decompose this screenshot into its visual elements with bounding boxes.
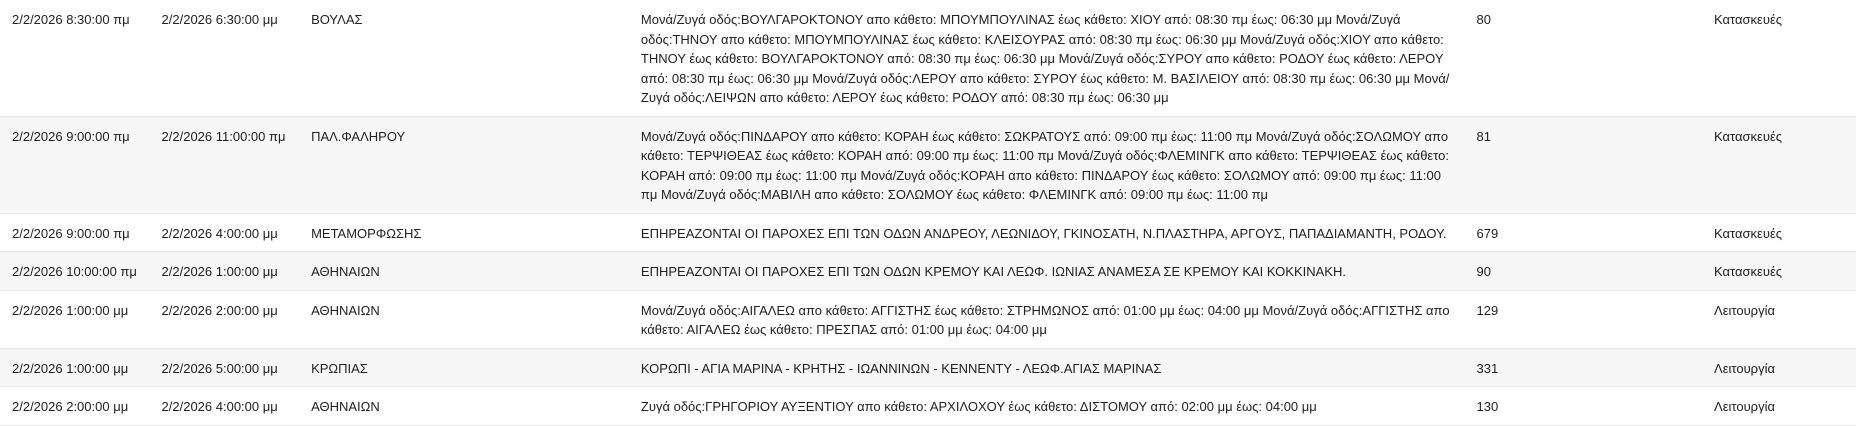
affected-count: 331 (1465, 348, 1619, 387)
start-datetime: 2/2/2026 9:00:00 πμ (0, 116, 150, 213)
affected-streets: ΚΟΡΩΠΙ - ΑΓΙΑ ΜΑΡΙΝΑ - ΚΡΗΤΗΣ - ΙΩΑΝΝΙΝΩΝ - ΚΕΝΝΕΝΤΥ - ΛΕΩΦ.ΑΓΙΑΣ ΜΑΡΙΝΑΣ (629, 348, 1465, 387)
spacer-cell (1618, 116, 1702, 213)
affected-streets: Μονά/Ζυγά οδός:ΒΟΥΛΓΑΡΟΚΤΟΝΟΥ απο κάθετο: ΜΠΟΥΜΠΟΥΛΙΝΑΣ έως κάθετο: ΧΙΟΥ από: 08:30 πμ έως: 06:30 μμ Μονά/Ζυγά οδός:ΤΗΝΟΥ απο κάθετο: ΜΠΟΥΜΠΟΥΛΙΝΑΣ έως κάθετο: ΚΛΕΙΣΟΥΡΑΣ από: 08:30 πμ έως: 06:30 μμ Μονά/Ζυγά οδός:ΧΙΟΥ απο κάθετο: ΤΗΝΟΥ έως κάθετο: ΒΟΥΛΓΑΡΟΚΤΟΝΟΥ από: 08:30 πμ έως: 06:30 μμ Μονά/Ζυγά οδός:ΣΥΡΟΥ απο κάθετο: ΡΟΔΟΥ έως κάθετο: ΛΕΡΟΥ από: 08:30 πμ έως: 06:30 μμ Μονά/Ζυγά οδός:ΛΕΡΟΥ απο κάθετο: ΣΥΡΟΥ έως κάθετο: Μ. ΒΑΣΙΛΕΙΟΥ από: 08:30 πμ έως: 06:30 μμ Μονά/Ζυγά οδός:ΛΕΙΨΩΝ απο κάθετο: ΛΕΡΟΥ έως κάθετο: ΡΟΔΟΥ από: 08:30 πμ έως: 06:30 μμ (629, 0, 1465, 116)
table-row (0, 0, 1856, 116)
affected-streets: Μονά/Ζυγά οδός:ΑΙΓΑΛΕΩ απο κάθετο: ΑΓΓΙΣΤΗΣ έως κάθετο: ΣΤΡΗΜΩΝΟΣ από: 01:00 μμ έως: 04:00 μμ Μονά/Ζυγά οδός:ΑΓΓΙΣΤΗΣ απο κάθετο: ΑΙΓΑΛΕΩ έως κάθετο: ΠΡΕΣΠΑΣ από: 01:00 μμ έως: 04:00 μμ (629, 290, 1465, 348)
area-name: ΒΟΥΛΑΣ (299, 0, 629, 116)
table-row (0, 213, 1856, 252)
end-datetime: 2/2/2026 4:00:00 μμ (150, 387, 300, 426)
affected-streets: ΕΠΗΡΕΑΖΟΝΤΑΙ ΟΙ ΠΑΡΟΧΕΣ ΕΠΙ ΤΩΝ ΟΔΩΝ ΑΝΔΡΕΟΥ, ΛΕΩΝΙΔΟΥ, ΓΚΙΝΟΣΑΤΗ, Ν.ΠΛΑΣΤΗΡΑ, ΑΡΓΟΥΣ, ΠΑΠΑΔΙΑΜΑΝΤΗ, ΡΟΔΟΥ. (629, 213, 1465, 252)
end-datetime: 2/2/2026 6:30:00 μμ (150, 0, 300, 116)
start-datetime: 2/2/2026 10:00:00 πμ (0, 252, 150, 291)
outage-type: Κατασκευές (1702, 213, 1856, 252)
affected-count: 81 (1465, 116, 1619, 213)
end-datetime: 2/2/2026 2:00:00 μμ (150, 290, 300, 348)
area-name: ΜΕΤΑΜΟΡΦΩΣΗΣ (299, 213, 629, 252)
spacer-cell (1618, 290, 1702, 348)
affected-count: 90 (1465, 252, 1619, 291)
spacer-cell (1618, 0, 1702, 116)
table-row (0, 387, 1856, 426)
table-row (0, 348, 1856, 387)
affected-streets: Ζυγά οδός:ΓΡΗΓΟΡΙΟΥ ΑΥΞΕΝΤΙΟΥ απο κάθετο: ΑΡΧΙΛΟΧΟΥ έως κάθετο: ΔΙΣΤΟΜΟΥ από: 02:00 μμ έως: 04:00 μμ (629, 387, 1465, 426)
outage-type: Κατασκευές (1702, 252, 1856, 291)
end-datetime: 2/2/2026 1:00:00 μμ (150, 252, 300, 291)
affected-streets: ΕΠΗΡΕΑΖΟΝΤΑΙ ΟΙ ΠΑΡΟΧΕΣ ΕΠΙ ΤΩΝ ΟΔΩΝ ΚΡΕΜΟΥ ΚΑΙ ΛΕΩΦ. ΙΩΝΙΑΣ ΑΝΑΜΕΣΑ ΣΕ ΚΡΕΜΟΥ ΚΑΙ ΚΟΚΚΙΝΑΚΗ. (629, 252, 1465, 291)
start-datetime: 2/2/2026 1:00:00 μμ (0, 348, 150, 387)
spacer-cell (1618, 252, 1702, 291)
outage-type: Κατασκευές (1702, 116, 1856, 213)
affected-streets: Μονά/Ζυγά οδός:ΠΙΝΔΑΡΟΥ απο κάθετο: ΚΟΡΑΗ έως κάθετο: ΣΩΚΡΑΤΟΥΣ από: 09:00 πμ έως: 11:00 πμ Μονά/Ζυγά οδός:ΣΟΛΩΜΟΥ απο κάθετο: ΤΕΡΨΙΘΕΑΣ έως κάθετο: ΚΟΡΑΗ από: 09:00 πμ έως: 11:00 πμ Μονά/Ζυγά οδός:ΦΛΕΜΙΝΓΚ απο κάθετο: ΤΕΡΨΙΘΕΑΣ έως κάθετο: ΚΟΡΑΗ από: 09:00 πμ έως: 11:00 πμ Μονά/Ζυγά οδός:ΚΟΡΑΗ απο κάθετο: ΠΙΝΔΑΡΟΥ έως κάθετο: ΣΟΛΩΜΟΥ από: 09:00 πμ έως: 11:00 πμ Μονά/Ζυγά οδός:ΜΑΒΙΛΗ απο κάθετο: ΣΟΛΩΜΟΥ έως κάθετο: ΦΛΕΜΙΝΓΚ από: 09:00 πμ έως: 11:00 πμ (629, 116, 1465, 213)
affected-count: 679 (1465, 213, 1619, 252)
outage-type: Λειτουργία (1702, 290, 1856, 348)
start-datetime: 2/2/2026 1:00:00 μμ (0, 290, 150, 348)
outage-type: Κατασκευές (1702, 0, 1856, 116)
area-name: ΑΘΗΝΑΙΩΝ (299, 290, 629, 348)
outage-type: Λειτουργία (1702, 348, 1856, 387)
start-datetime: 2/2/2026 8:30:00 πμ (0, 0, 150, 116)
table-row (0, 116, 1856, 213)
area-name: ΠΑΛ.ΦΑΛΗΡΟΥ (299, 116, 629, 213)
area-name: ΑΘΗΝΑΙΩΝ (299, 387, 629, 426)
affected-count: 130 (1465, 387, 1619, 426)
end-datetime: 2/2/2026 5:00:00 μμ (150, 348, 300, 387)
area-name: ΚΡΩΠΙΑΣ (299, 348, 629, 387)
outage-type: Λειτουργία (1702, 387, 1856, 426)
spacer-cell (1618, 213, 1702, 252)
table-row (0, 290, 1856, 348)
affected-count: 129 (1465, 290, 1619, 348)
affected-count: 80 (1465, 0, 1619, 116)
area-name: ΑΘΗΝΑΙΩΝ (299, 252, 629, 291)
spacer-cell (1618, 387, 1702, 426)
start-datetime: 2/2/2026 9:00:00 πμ (0, 213, 150, 252)
start-datetime: 2/2/2026 2:00:00 μμ (0, 387, 150, 426)
table-row (0, 252, 1856, 291)
end-datetime: 2/2/2026 11:00:00 πμ (150, 116, 300, 213)
spacer-cell (1618, 348, 1702, 387)
end-datetime: 2/2/2026 4:00:00 μμ (150, 213, 300, 252)
